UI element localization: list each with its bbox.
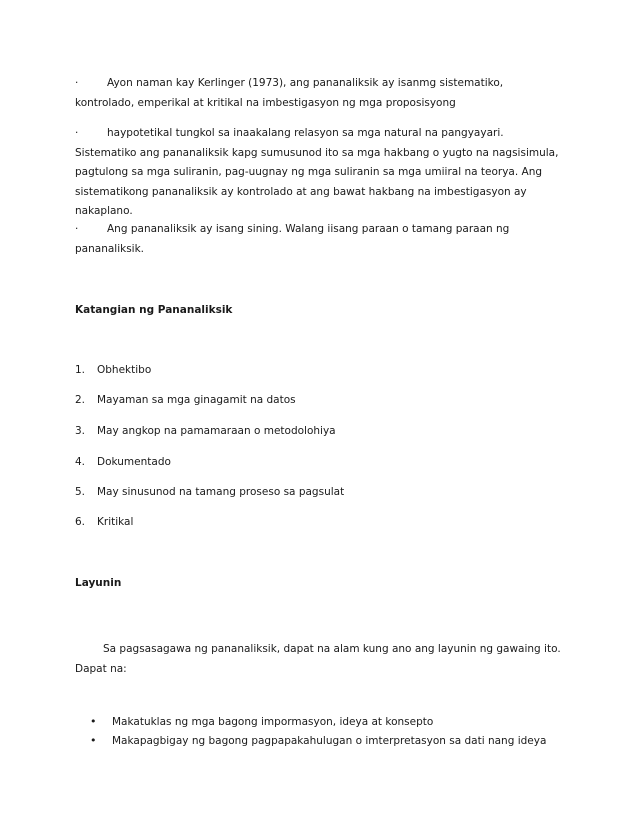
list-item bbox=[75, 456, 171, 468]
paragraph-line: pananaliksik. bbox=[75, 242, 144, 255]
paragraph-layunin-intro bbox=[75, 640, 565, 679]
bullet-dot: • bbox=[90, 715, 97, 728]
list-item bbox=[75, 425, 336, 437]
list-item bbox=[75, 516, 133, 528]
paragraph-marker: · bbox=[75, 127, 79, 139]
list-number: 1. bbox=[75, 364, 86, 376]
list-number: 4. bbox=[75, 456, 86, 468]
paragraph-line: Ang pananaliksik ay isang sining. Walang iisang paraan o tamang paraan ng bbox=[107, 223, 510, 235]
paragraph-line: kontrolado, emperikal at kritikal na imbestigasyon ng mga proposisyong bbox=[75, 96, 456, 109]
list-item bbox=[75, 364, 151, 376]
list-number: 2. bbox=[75, 394, 86, 406]
bullet-text: Makapagbigay ng bagong pagpapakahulugan o imterpretasyon sa dati nang ideya bbox=[112, 735, 547, 747]
paragraph-sining bbox=[75, 220, 565, 259]
bullet-text: Makatuklas ng mga bagong impormasyon, ideya at konsepto bbox=[112, 716, 434, 728]
paragraph-line: Dapat na: bbox=[75, 662, 127, 675]
paragraph-line: Sistematiko ang pananaliksik kapg sumusunod ito sa mga hakbang o yugto na nagsisimula, bbox=[75, 146, 559, 159]
list-item-text: May sinusunod na tamang proseso sa pagsulat bbox=[97, 486, 345, 498]
list-number: 6. bbox=[75, 516, 86, 528]
section-heading-katangian: Katangian ng Pananaliksik bbox=[75, 304, 233, 316]
list-number: 5. bbox=[75, 486, 86, 498]
paragraph-haypotetikal bbox=[75, 124, 565, 222]
paragraph-line: haypotetikal tungkol sa inaakalang relasyon sa mga natural na pangyayari. bbox=[107, 127, 504, 139]
paragraph-marker: · bbox=[75, 77, 79, 89]
bullet-item bbox=[90, 715, 433, 728]
bullet-item bbox=[90, 734, 546, 747]
paragraph-kerlinger bbox=[75, 74, 565, 113]
section-heading-layunin: Layunin bbox=[75, 577, 122, 589]
paragraph-line: Ayon naman kay Kerlinger (1973), ang pananaliksik ay isanmg sistematiko, bbox=[107, 77, 504, 89]
paragraph-line: Sa pagsasagawa ng pananaliksik, dapat na alam kung ano ang layunin ng gawaing ito. bbox=[103, 643, 561, 655]
list-item-text: Mayaman sa mga ginagamit na datos bbox=[97, 394, 296, 406]
list-item-text: Dokumentado bbox=[97, 456, 171, 468]
list-item-text: Kritikal bbox=[97, 516, 134, 528]
paragraph-line: nakaplano. bbox=[75, 205, 133, 217]
bullet-dot: • bbox=[90, 734, 97, 747]
paragraph-line: sistematikong pananaliksik ay kontrolado at ang bawat hakbang na imbestigasyon ay bbox=[75, 185, 527, 198]
list-item bbox=[75, 394, 296, 406]
list-number: 3. bbox=[75, 425, 86, 437]
paragraph-marker: · bbox=[75, 223, 79, 235]
list-item bbox=[75, 486, 344, 498]
paragraph-line: pagtulong sa mga suliranin, pag-uugnay ng mga suliranin sa mga umiiral na teorya. Ang bbox=[75, 166, 543, 178]
list-item-text: May angkop na pamamaraan o metodolohiya bbox=[97, 425, 336, 437]
list-item-text: Obhektibo bbox=[97, 364, 152, 376]
